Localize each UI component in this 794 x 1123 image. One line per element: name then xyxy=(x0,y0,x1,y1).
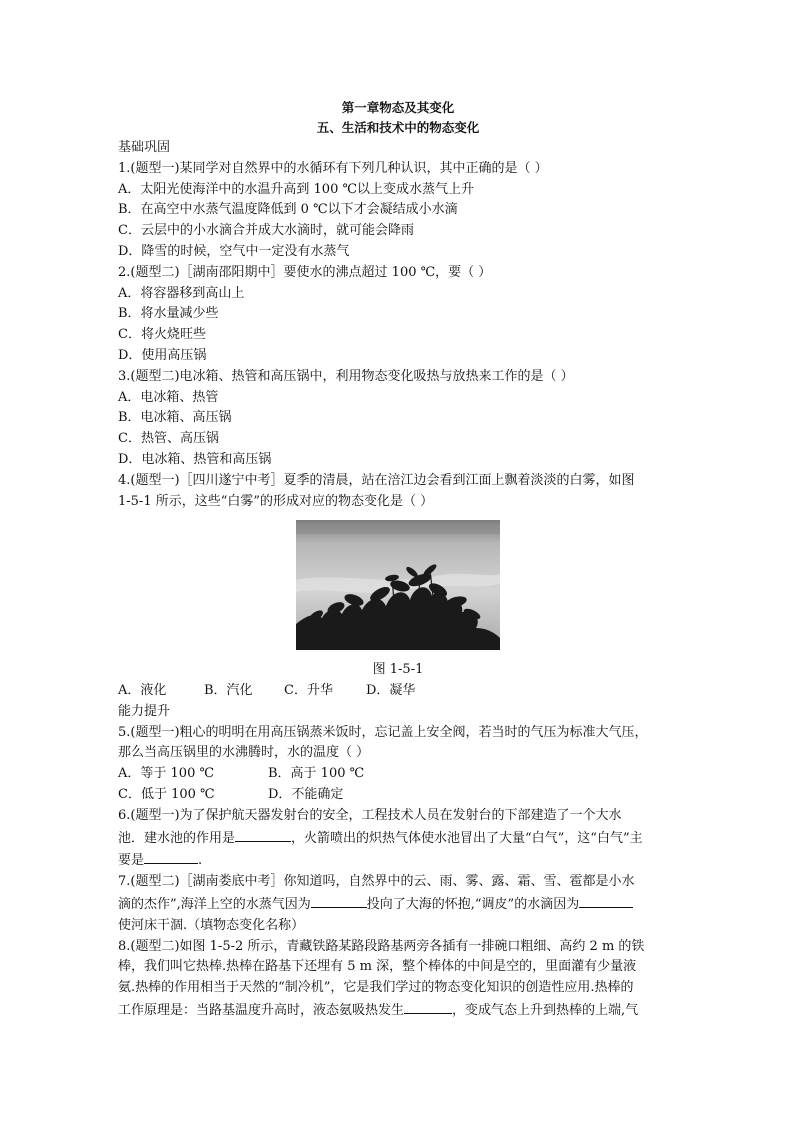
question-5-stem-line-1: 5.(题型一)粗心的明明在用高压锅蒸米饭时，忘记盖上安全阀，若当时的气压为标准大气压， xyxy=(118,724,648,740)
question-4-option-b: B．汽化 xyxy=(204,682,253,698)
question-6-text-a: 池．建水池的作用是 xyxy=(118,830,236,846)
section-heading-advanced: 能力提升 xyxy=(118,703,171,719)
question-6-line-3 xyxy=(118,849,678,872)
answer-blank[interactable] xyxy=(235,827,291,842)
question-1-stem: 1.(题型一)某同学对自然界中的水循环有下列几种认识，其中正确的是（ ） xyxy=(118,160,548,176)
answer-blank[interactable] xyxy=(311,893,367,908)
question-6-line-1: 6.(题型一)为了保护航天器发射台的安全，工程技术人员在发射台的下部建造了一个大水 xyxy=(118,807,622,823)
question-5-stem-line-2: 那么当高压锅里的水沸腾时，水的温度（ ） xyxy=(118,745,370,761)
question-2-option-c: C．将火烧旺些 xyxy=(118,327,206,343)
question-5-options-row-1 xyxy=(118,764,678,785)
question-1-option-c: C．云层中的小水滴合并成大水滴时，就可能会降雨 xyxy=(118,223,414,239)
question-6-text-d: . xyxy=(198,853,203,869)
question-8-line-2: 棒，我们叫它热棒.热棒在路基下还埋有 5 m 深，整个棒体的中间是空的，里面灌有少量液 xyxy=(118,959,637,975)
question-5-option-d: D．不能确定 xyxy=(268,786,344,802)
answer-blank[interactable] xyxy=(144,849,198,864)
section-heading-basic: 基础巩固 xyxy=(118,140,171,155)
question-3-option-c: C．热管、高压锅 xyxy=(118,431,219,447)
question-4-option-a: A．液化 xyxy=(118,682,167,698)
question-3-stem: 3.(题型二)电冰箱、热管和高压锅中，利用物态变化吸热与放热来工作的是（ ） xyxy=(118,368,574,384)
question-6-line-2 xyxy=(118,827,678,850)
question-5-option-a: A．等于 100 ℃ xyxy=(118,766,215,782)
question-5-option-b: B．高于 100 ℃ xyxy=(268,766,365,782)
question-4-option-c: C．升华 xyxy=(284,682,333,698)
answer-blank[interactable] xyxy=(404,999,452,1014)
worksheet-content xyxy=(118,98,678,1022)
question-4-options xyxy=(118,681,678,702)
question-2-option-b: B．将水量减少些 xyxy=(118,306,219,322)
question-1-option-a: A．太阳光使海洋中的水温升高到 100 ℃以上变成水蒸气上升 xyxy=(118,181,475,197)
question-7-line-3: 使河床干涸.（填物态变化名称） xyxy=(118,917,305,933)
question-6-text-c: 要是 xyxy=(118,853,145,869)
question-7-line-1: 7.(题型二)［湖南娄底中考］你知道吗，自然界中的云、雨、雾、露、霜、雪、雹都是小水 xyxy=(118,874,635,890)
question-1-option-d: D．降雪的时候，空气中一定没有水蒸气 xyxy=(118,243,350,259)
section-title: 五、生活和技术中的物态变化 xyxy=(316,120,480,135)
question-3-option-d: D．电冰箱、热管和高压锅 xyxy=(118,451,272,467)
question-5-option-c: C．低于 100 ℃ xyxy=(118,786,215,802)
question-7-line-2 xyxy=(118,893,678,916)
question-7-text-a: 滴的杰作”,海洋上空的水蒸气因为 xyxy=(118,896,311,912)
question-8-line-1: 8.(题型二)如图 1-5-2 所示，青藏铁路某路段路基两旁各插有一排碗口粗细、高约 2 m 的铁 xyxy=(118,938,645,954)
question-2-option-d: D．使用高压锅 xyxy=(118,347,207,363)
question-5-options-row-2 xyxy=(118,785,678,806)
question-2-stem: 2.(题型二)［湖南邵阳期中］要使水的沸点超过 100 ℃，要（ ） xyxy=(118,264,492,280)
question-8-line-4 xyxy=(118,999,678,1022)
question-6-text-b: ，火箭喷出的炽热气体使水池冒出了大量“白气”，这“白气”主 xyxy=(291,830,643,846)
chapter-title: 第一章物态及其变化 xyxy=(341,100,455,115)
question-8-text-b: ，变成气态上升到热棒的上端,气 xyxy=(452,1002,639,1018)
question-1-option-b: B．在高空中水蒸气温度降低到 0 ℃以下才会凝结成小水滴 xyxy=(118,202,458,218)
river-fog-photo xyxy=(296,520,500,650)
question-8-text-a: 工作原理是：当路基温度升高时，液态氨吸热发生 xyxy=(118,1002,405,1018)
question-8-line-3: 氨.热棒的作用相当于天然的“制冷机”，它是我们学过的物态变化知识的创造性应用.热棒的 xyxy=(118,980,634,996)
question-7-text-b: 投向了大海的怀抱,“调皮”的水滴因为 xyxy=(366,896,580,912)
question-2-option-a: A．将容器移到高山上 xyxy=(118,285,245,301)
figure-1-5-1 xyxy=(118,520,678,658)
question-3-option-a: A．电冰箱、热管 xyxy=(118,389,219,405)
question-4-stem-line-2: 1-5-1 所示，这些“白雾”的形成对应的物态变化是（ ） xyxy=(118,493,434,509)
answer-blank[interactable] xyxy=(579,893,633,908)
figure-caption-1-5-1: 图 1-5-1 xyxy=(372,662,424,678)
question-3-option-b: B．电冰箱、高压锅 xyxy=(118,410,232,426)
question-4-stem-line-1: 4.(题型一)［四川遂宁中考］夏季的清晨，站在涪江边会看到江面上飘着淡淡的白雾，如图 xyxy=(118,472,635,488)
question-4-option-d: D．凝华 xyxy=(366,682,416,698)
